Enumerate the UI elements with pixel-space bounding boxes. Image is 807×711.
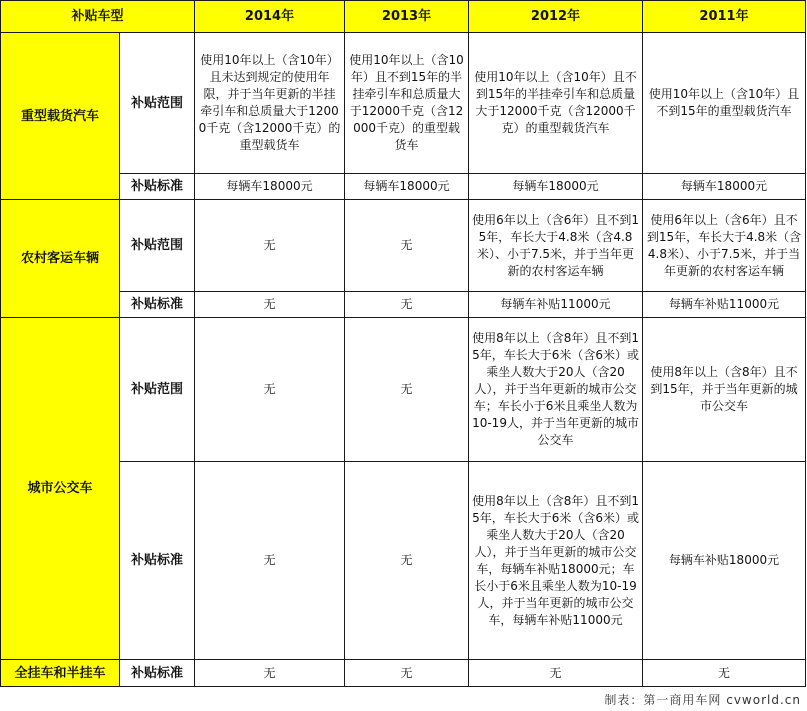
cell-heavy-std-2011: 每辆车18000元 [643,174,806,200]
year-header-2014: 2014年 [195,1,345,33]
city-bus-scope-row [1,318,806,462]
cell-heavy-scope-2014: 使用10年以上（含10年）且未达到规定的使用年限，并于当年更新的半挂牵引车和总质量大于12000千克（含12000千克）的重型载货车 [195,33,345,174]
heavy-truck-scope-row [1,33,806,174]
source-credit: 制表：第一商用车网 cvworld.cn [604,693,801,707]
cell-trailer-std-2012: 无 [469,660,643,687]
label-scope: 补贴范围 [120,318,195,462]
cell-rural-scope-2014: 无 [195,200,345,292]
label-standard: 补贴标准 [120,174,195,200]
cell-trailer-std-2014: 无 [195,660,345,687]
label-standard: 补贴标准 [120,292,195,318]
label-scope: 补贴范围 [120,200,195,292]
cell-city-scope-2013: 无 [345,318,469,462]
cell-trailer-std-2011: 无 [643,660,806,687]
cell-rural-scope-2013: 无 [345,200,469,292]
cell-city-std-2014: 无 [195,462,345,660]
cell-city-scope-2012: 使用8年以上（含8年）且不到15年，车长大于6米（含6米）或乘坐人数大于20人（含20人），并于当年更新的城市公交车；车长小于6米且乘坐人数为10-19人，并于当年更新的城市公交车 [469,318,643,462]
cell-heavy-std-2013: 每辆车18000元 [345,174,469,200]
category-rural-bus: 农村客运车辆 [1,200,120,318]
cell-heavy-scope-2013: 使用10年以上（含10年）且不到15年的半挂牵引车和总质量大于12000千克（含12000千克）的重型载货车 [345,33,469,174]
cell-heavy-std-2014: 每辆车18000元 [195,174,345,200]
corner-header: 补贴车型 [1,1,195,33]
category-city-bus: 城市公交车 [1,318,120,660]
cell-rural-std-2013: 无 [345,292,469,318]
cell-trailer-std-2013: 无 [345,660,469,687]
cell-heavy-std-2012: 每辆车18000元 [469,174,643,200]
cell-city-std-2011: 每辆车补贴18000元 [643,462,806,660]
cell-rural-std-2012: 每辆车补贴11000元 [469,292,643,318]
category-heavy-truck: 重型载货汽车 [1,33,120,200]
cell-heavy-scope-2011: 使用10年以上（含10年）且不到15年的重型载货汽车 [643,33,806,174]
cell-rural-scope-2011: 使用6年以上（含6年）且不到15年，车长大于4.8米（含4.8米）、小于7.5米，并于当年更新的农村客运车辆 [643,200,806,292]
year-header-2011: 2011年 [643,1,806,33]
label-standard: 补贴标准 [120,660,195,687]
heavy-truck-standard-row [1,174,806,200]
label-standard: 补贴标准 [120,462,195,660]
year-header-2013: 2013年 [345,1,469,33]
cell-city-std-2012: 使用8年以上（含8年）且不到15年，车长大于6米（含6米）或乘坐人数大于20人（含20人），并于当年更新的城市公交车，每辆车补贴18000元；车长小于6米且乘坐人数为10-19人，并于当年更新的城市公交车，每辆车补贴11000元 [469,462,643,660]
cell-rural-std-2011: 每辆车补贴11000元 [643,292,806,318]
rural-bus-scope-row [1,200,806,292]
label-scope: 补贴范围 [120,33,195,174]
cell-rural-scope-2012: 使用6年以上（含6年）且不到15年，车长大于4.8米（含4.8米）、小于7.5米，并于当年更新的农村客运车辆 [469,200,643,292]
header-row [1,1,806,33]
rural-bus-standard-row [1,292,806,318]
cell-city-scope-2014: 无 [195,318,345,462]
year-header-2012: 2012年 [469,1,643,33]
cell-rural-std-2014: 无 [195,292,345,318]
city-bus-standard-row [1,462,806,660]
cell-city-std-2013: 无 [345,462,469,660]
cell-heavy-scope-2012: 使用10年以上（含10年）且不到15年的半挂牵引车和总质量大于12000千克（含12000千克）的重型载货汽车 [469,33,643,174]
category-trailer: 全挂车和半挂车 [1,660,120,687]
cell-city-scope-2011: 使用8年以上（含8年）且不到15年，并于当年更新的城市公交车 [643,318,806,462]
trailer-row [1,660,806,687]
